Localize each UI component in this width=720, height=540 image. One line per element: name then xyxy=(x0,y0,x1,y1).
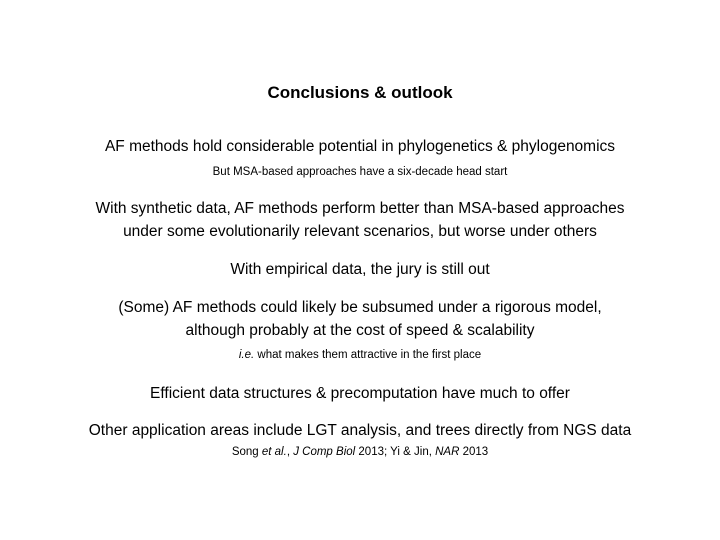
point-af-potential: AF methods hold considerable potential in phylogenetics & phylogenomics xyxy=(104,138,616,155)
ref-year-yi-jin: 2013; Yi & Jin, xyxy=(355,446,436,458)
ref-author-song: Song xyxy=(231,446,262,458)
subpoint-msa-head-start: But MSA-based approaches have a six-decade head start xyxy=(212,166,508,178)
point-synthetic-data-line2: under some evolutionarily relevant scenarios, but worse under others xyxy=(123,223,597,240)
point-other-applications: Other application areas include LGT analysis, and trees directly from NGS data xyxy=(88,422,632,439)
ref-journal-nar: NAR xyxy=(435,446,460,458)
slide-title: Conclusions & outlook xyxy=(267,83,453,102)
point-rigorous-model-line2: although probably at the cost of speed & scalability xyxy=(185,322,535,339)
ref-year-2013: 2013 xyxy=(459,446,489,458)
ie-italic: i.e. xyxy=(238,349,255,361)
references xyxy=(0,446,720,460)
ref-sep: , xyxy=(286,446,294,458)
ref-journal-jcb: J Comp Biol xyxy=(293,446,356,458)
subpoint-attractive-text: what makes them attractive in the first place xyxy=(254,349,482,361)
point-data-structures: Efficient data structures & precomputation have much to offer xyxy=(150,385,570,402)
ref-et-al: et al. xyxy=(261,446,287,458)
point-rigorous-model-line1: (Some) AF methods could likely be subsumed under a rigorous model, xyxy=(118,299,602,316)
subpoint-attractive xyxy=(0,349,720,363)
point-empirical-data: With empirical data, the jury is still out xyxy=(230,261,490,278)
point-synthetic-data-line1: With synthetic data, AF methods perform better than MSA-based approaches xyxy=(95,200,625,217)
